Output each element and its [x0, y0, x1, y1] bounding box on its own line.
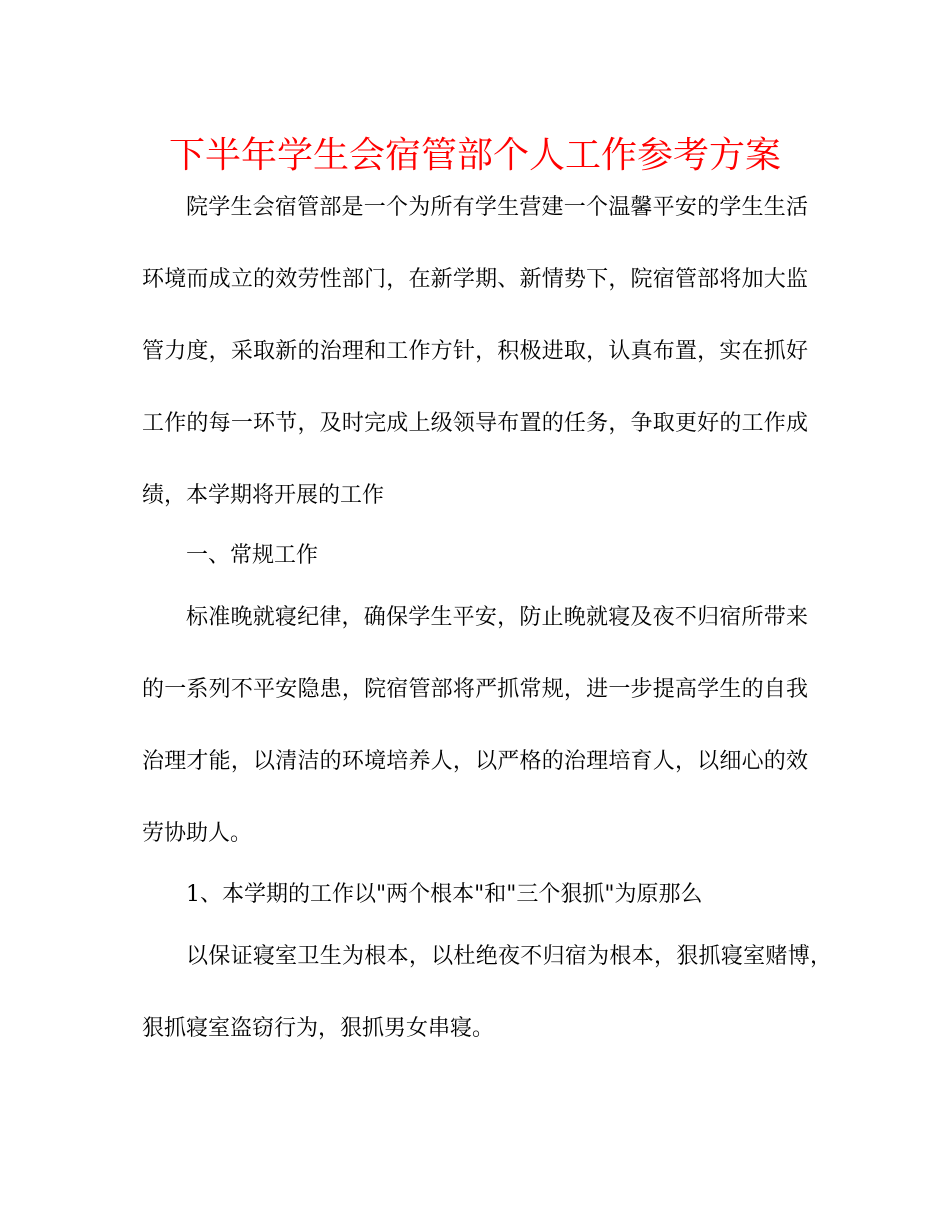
- paragraph-line: 狠抓寝室盗窃行为，狠抓男女串寝。: [142, 1016, 495, 1041]
- paragraph-line: 环境而成立的效劳性部门，在新学期、新情势下，院宿管部将加大监: [142, 267, 808, 292]
- paragraph-line: 标准晚就寝纪律，确保学生平安，防止晚就寝及夜不归宿所带来: [186, 605, 808, 630]
- paragraph-line: 院学生会宿管部是一个为所有学生营建一个温馨平安的学生生活: [186, 195, 808, 220]
- paragraph-line: 劳协助人。: [142, 821, 253, 846]
- paragraph-line: 绩，本学期将开展的工作: [142, 483, 385, 508]
- paragraph-line: 管力度，采取新的治理和工作方针，积极进取，认真布置，实在抓好: [142, 339, 808, 364]
- paragraph-line: 以保证寝室卫生为根本，以杜绝夜不归宿为根本，狠抓寝室赌博，: [186, 944, 832, 969]
- section-heading: 一、常规工作: [186, 543, 319, 568]
- paragraph-line: 的一系列不平安隐患，院宿管部将严抓常规，进一步提高学生的自我: [142, 677, 808, 702]
- subsection-heading: 1、本学期的工作以"两个根本"和"三个狠抓"为原那么: [186, 882, 703, 907]
- paragraph-line: 工作的每一环节，及时完成上级领导布置的任务，争取更好的工作成: [142, 411, 808, 436]
- document-title: 下半年学生会宿管部个人工作参考方案: [168, 135, 781, 176]
- paragraph-line: 治理才能，以清洁的环境培养人，以严格的治理培育人，以细心的效: [142, 749, 808, 774]
